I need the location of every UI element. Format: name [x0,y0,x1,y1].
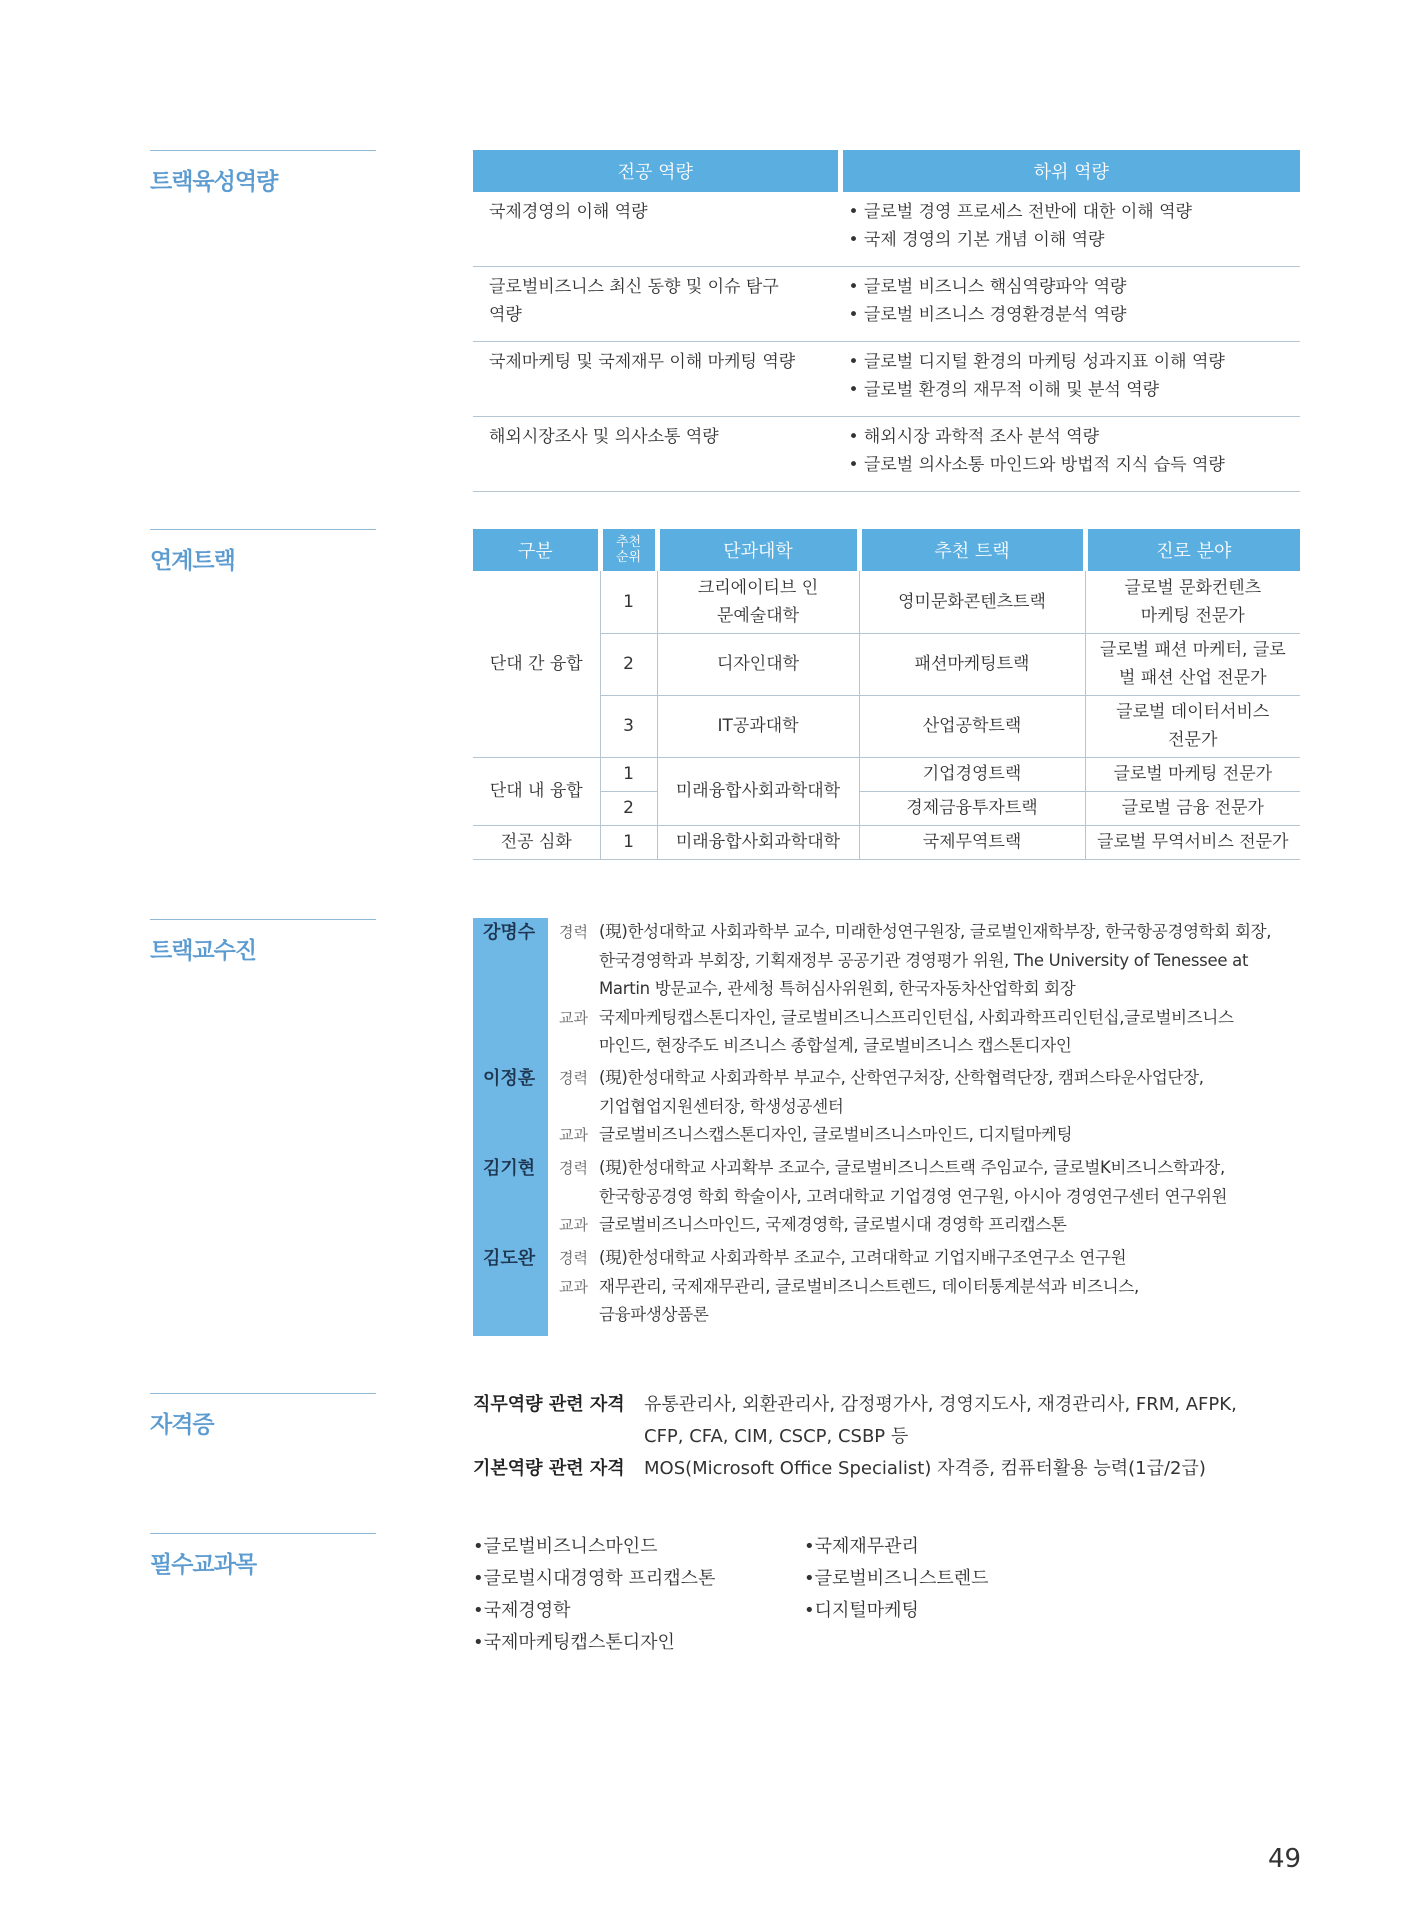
table-row [473,757,1300,791]
course-line: 금융파생상품론 [599,1305,709,1324]
faculty-name: 김기현 [483,1158,536,1179]
table-row [473,267,1300,342]
faculty-member [473,1064,1313,1150]
course-line: 국제마케팅캡스톤디자인, 글로벌비즈니스프리인턴십, 사회과학프리인턴십,글로벌비즈니스 [599,1007,1234,1027]
faculty-name: 강명수 [483,922,536,943]
section-title-track-competency: 트랙육성역량 [150,150,376,196]
sub-competency [840,192,1300,267]
faculty-courses [559,1211,1313,1240]
table-row [473,192,1300,267]
rank-cell: 3 [600,695,657,757]
career-line: (現)한성대학교 사회과학부 조교수, 고려대학교 기업지배구조연구소 연구원 [599,1248,1127,1267]
career-cell: 글로벌 문화컨텐츠 마케팅 전문가 [1085,571,1300,633]
college-cell: 디자인대학 [657,633,859,695]
faculty-career [559,918,1313,1004]
group-intra-college: 단대 내 융합 [473,757,600,825]
major-competency: 국제경영의 이해 역량 [473,192,840,267]
career-line: (現)한성대학교 사회과학부 부교수, 산학연구처장, 산학협력단장, 캠퍼스타운사업단장, [599,1068,1204,1087]
course-item: •글로벌시대경영학 프리캡스톤 [473,1568,716,1589]
sub-competency-item: • 글로벌 의사소통 마인드와 방법적 지식 습득 역량 [848,455,1225,475]
header-college: 단과대학 [657,529,859,571]
track-cell: 산업공학트랙 [859,695,1085,757]
faculty-member [473,1244,1313,1330]
table-row [473,417,1300,492]
career-line: 한국항공경영 학회 학술이사, 고려대학교 기업경영 연구원, 아시아 경영연구센터 연구위원 [599,1186,1228,1206]
rank-cell: 2 [600,633,657,695]
track-cell: 경제금융투자트랙 [859,791,1085,825]
faculty-career [559,1244,1313,1273]
faculty-career [559,1154,1313,1211]
course-tag: 교과 [559,1277,588,1296]
job-certificate-line: 유통관리사, 외환관리사, 감정평가사, 경영지도사, 재경관리사, FRM, AFPK, [644,1394,1237,1415]
rank-cell: 1 [600,757,657,791]
career-cell: 글로벌 금융 전문가 [1085,791,1300,825]
college-cell: 크리에이티브 인문예술대학 [657,571,859,633]
table-row [473,571,1300,633]
sub-competency-item: • 글로벌 경영 프로세스 전반에 대한 이해 역량 [848,202,1192,222]
course-line: 재무관리, 국제재무관리, 글로벌비즈니스트렌드, 데이터통계분석과 비즈니스, [599,1276,1140,1296]
course-tag: 교과 [559,1216,588,1234]
section-title-certificates: 자격증 [150,1393,376,1439]
header-major-competency: 전공 역량 [473,150,840,192]
career-line: 한국경영학과 부회장, 기획재정부 공공기관 경영평가 위원, The University of Tenessee at [599,950,1249,970]
sub-competency [840,342,1300,417]
track-cell: 국제무역트랙 [859,825,1085,859]
table-row [473,825,1300,859]
course-item: •국제마케팅캡스톤디자인 [473,1632,675,1653]
faculty-courses [559,1273,1313,1330]
career-tag: 경력 [559,923,588,941]
section-title-required-courses: 필수교과목 [150,1533,376,1579]
major-competency: 국제마케팅 및 국제재무 이해 마케팅 역량 [473,342,840,417]
group-major-deep: 전공 심화 [473,825,600,859]
career-cell: 글로벌 마케팅 전문가 [1085,757,1300,791]
career-line: 기업협업지원센터장, 학생성공센터 [599,1096,844,1116]
job-certificate-label: 직무역량 관련 자격 [473,1394,625,1415]
rank-cell: 1 [600,825,657,859]
section-title-linked-track: 연계트랙 [150,529,376,575]
course-item: •국제재무관리 [804,1536,919,1557]
course-line: 마인드, 현장주도 비즈니스 종합설계, 글로벌비즈니스 캡스톤디자인 [599,1036,1072,1055]
faculty-name: 이정훈 [483,1068,536,1089]
basic-certificate-row [473,1453,1303,1485]
sub-competency-item: • 국제 경영의 기본 개념 이해 역량 [848,230,1105,250]
sub-competency [840,267,1300,342]
career-cell: 글로벌 패션 마케터, 글로벌 패션 산업 전문가 [1085,633,1300,695]
college-cell: 미래융합사회과학대학 [657,757,859,825]
section-title-track-faculty: 트랙교수진 [150,919,376,965]
header-sub-competency: 하위 역량 [840,150,1300,192]
major-competency: 해외시장조사 및 의사소통 역량 [473,417,840,492]
course-item: •디지털마케팅 [804,1600,919,1621]
course-item: •글로벌비즈니스마인드 [473,1536,658,1557]
header-recommended-track: 추천 트랙 [859,529,1085,571]
sub-competency-item: • 글로벌 환경의 재무적 이해 및 분석 역량 [848,380,1160,400]
sub-competency-item: • 글로벌 비즈니스 경영환경분석 역량 [848,305,1127,325]
table-header-row [473,529,1300,571]
faculty-courses [559,1004,1313,1061]
career-tag: 경력 [559,1249,588,1267]
sub-competency-item: • 해외시장 과학적 조사 분석 역량 [848,427,1100,447]
linked-track-table [473,529,1300,860]
course-line: 글로벌비즈니스마인드, 국제경영학, 글로벌시대 경영학 프리캡스톤 [599,1215,1067,1234]
faculty-courses [559,1121,1313,1150]
course-tag: 교과 [559,1126,588,1144]
career-tag: 경력 [559,1159,588,1177]
major-competency: 글로벌비즈니스 최신 동향 및 이슈 탐구 역량 [473,267,840,342]
course-line: 글로벌비즈니스캡스톤디자인, 글로벌비즈니스마인드, 디지털마케팅 [599,1125,1073,1144]
faculty-member [473,918,1313,1061]
competency-table [473,150,1300,492]
track-cell: 영미문화콘텐츠트랙 [859,571,1085,633]
group-inter-college: 단대 간 융합 [473,571,600,757]
course-item: •글로벌비즈니스트렌드 [804,1568,989,1589]
rank-cell: 1 [600,571,657,633]
faculty-name: 김도완 [483,1248,536,1269]
career-cell: 글로벌 데이터서비스 전문가 [1085,695,1300,757]
course-item: •국제경영학 [473,1600,571,1621]
sub-competency-item: • 글로벌 디지털 환경의 마케팅 성과지표 이해 역량 [848,352,1225,372]
basic-certificate-label: 기본역량 관련 자격 [473,1458,625,1479]
table-row [473,342,1300,417]
page-number: 49 [1268,1844,1302,1874]
header-category: 구분 [473,529,600,571]
table-header-row [473,150,1300,192]
course-tag: 교과 [559,1008,588,1027]
career-tag: 경력 [559,1069,588,1087]
basic-certificate-value: MOS(Microsoft Office Specialist) 자격증, 컴퓨터활용 능력(1급/2급) [644,1458,1206,1479]
college-cell: 미래융합사회과학대학 [657,825,859,859]
track-cell: 기업경영트랙 [859,757,1085,791]
career-line: (現)한성대학교 사괴확부 조교수, 글로벌비즈니스트랙 주임교수, 글로벌K비즈니스학과장, [599,1158,1225,1177]
faculty-career [559,1064,1313,1121]
header-rank: 추천 순위 [600,529,657,571]
job-certificate-row [473,1389,1303,1453]
career-line: Martin 방문교수, 관세청 특허심사위원회, 한국자동차산업학회 회장 [599,979,1076,998]
rank-cell: 2 [600,791,657,825]
faculty-member [473,1154,1313,1240]
faculty-list [473,918,1313,1336]
job-certificate-line: CFP, CFA, CIM, CSCP, CSBP 등 [644,1426,909,1447]
career-line: (現)한성대학교 사회과학부 교수, 미래한성연구원장, 글로벌인재학부장, 한국항공경영학회 회장, [599,922,1272,941]
college-cell: IT공과대학 [657,695,859,757]
header-career-field: 진로 분야 [1085,529,1300,571]
track-cell: 패션마케팅트랙 [859,633,1085,695]
sub-competency-item: • 글로벌 비즈니스 핵심역량파악 역량 [848,277,1127,297]
sub-competency [840,417,1300,492]
career-cell: 글로벌 무역서비스 전문가 [1085,825,1300,859]
